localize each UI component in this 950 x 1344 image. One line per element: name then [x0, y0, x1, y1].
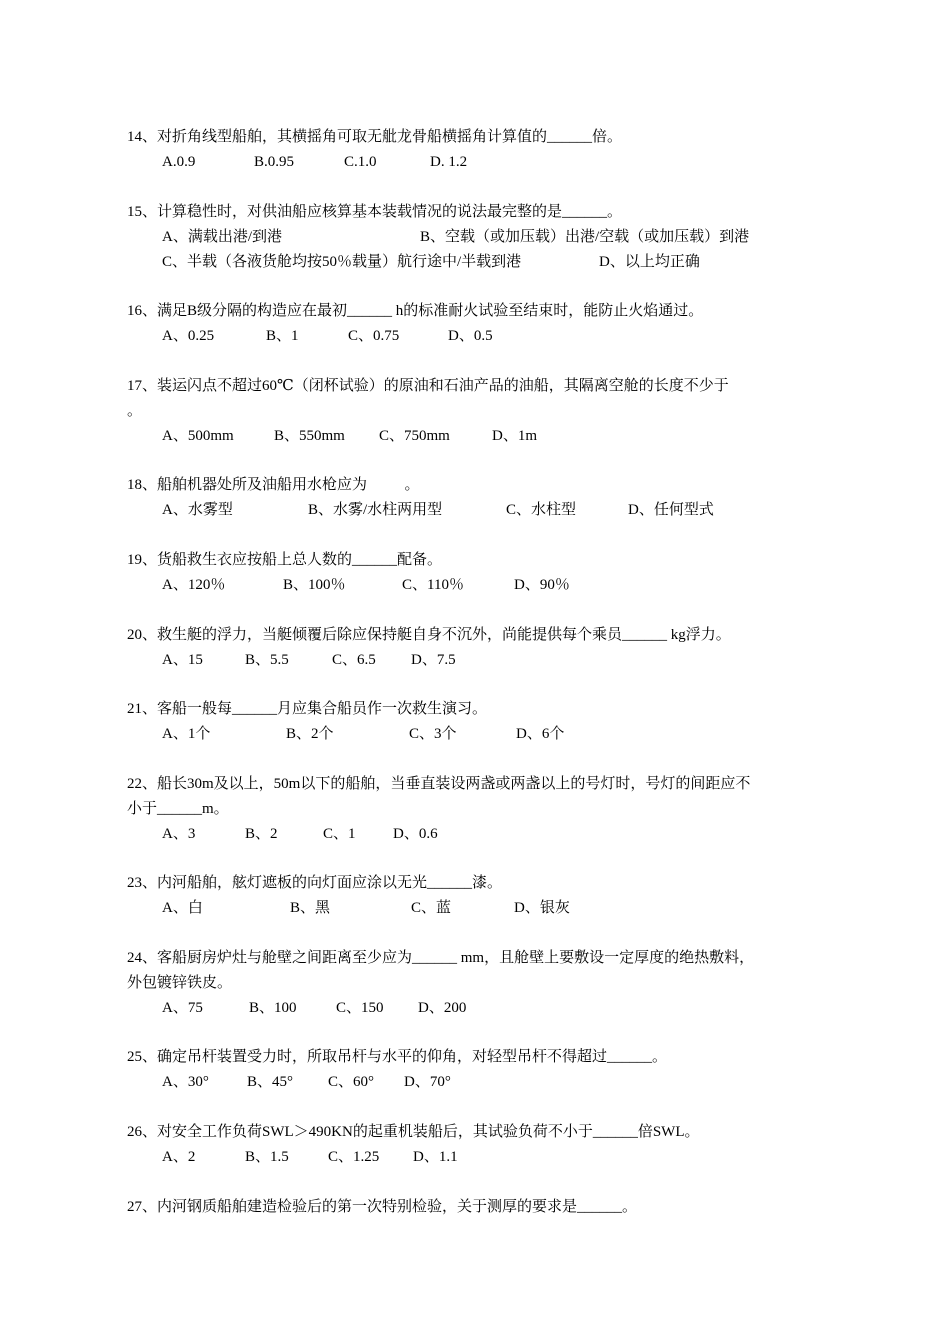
option-a: A、120％	[162, 577, 226, 593]
option-c: C、150	[336, 1000, 384, 1016]
options-row	[162, 324, 843, 349]
question-19	[127, 548, 843, 598]
option-a: A、500mm	[162, 428, 234, 444]
option-a: A、白	[162, 900, 203, 916]
option-d: D、0.6	[393, 826, 438, 842]
option-b: B、45°	[247, 1074, 294, 1090]
options-row	[162, 250, 843, 275]
question-24	[127, 946, 843, 1021]
question-text: 19、货船救生衣应按船上总人数的______配备。	[127, 552, 443, 568]
option-a: A、3	[162, 826, 196, 842]
option-c: C、750mm	[379, 428, 450, 444]
option-c: C、0.75	[348, 328, 400, 344]
option-b: B、550mm	[274, 428, 345, 444]
option-c: C、1.25	[328, 1149, 380, 1165]
option-b: B、5.5	[245, 652, 289, 668]
option-d: D、6个	[516, 726, 565, 742]
question-text: 17、装运闪点不超过60℃（闭杯试验）的原油和石油产品的油船，其隔离空舱的长度不少于 。	[127, 378, 729, 419]
option-b: B、100	[249, 1000, 297, 1016]
option-a: A、2	[162, 1149, 196, 1165]
question-text: 25、确定吊杆装置受力时，所取吊杆与水平的仰角，对轻型吊杆不得超过______。	[127, 1049, 668, 1065]
question-17	[127, 374, 843, 449]
option-d: D、1m	[492, 428, 538, 444]
question-text: 22、船长30m及以上，50m以下的船舶，当垂直装设两盏或两盏以上的号灯时，号灯的间距应不 小于______m。	[127, 776, 751, 817]
question-text: 18、船舶机器处所及油船用水枪应为 。	[127, 477, 420, 493]
option-d: D、200	[418, 1000, 467, 1016]
option-b: B、空载（或加压载）出港/空载（或加压载）到港	[420, 229, 750, 245]
question-27	[127, 1195, 843, 1220]
option-a: A、30°	[162, 1074, 209, 1090]
option-d: D、70°	[404, 1074, 451, 1090]
options-row	[162, 424, 843, 449]
option-c: C、半载（各液货舱均按50％载量）航行途中/半载到港	[162, 254, 522, 270]
question-text: 15、计算稳性时，对供油船应核算基本装载情况的说法最完整的是______。	[127, 204, 623, 220]
option-d: D、0.5	[448, 328, 493, 344]
options-row	[162, 996, 843, 1021]
option-d: D、银灰	[514, 900, 570, 916]
question-23	[127, 871, 843, 921]
option-b: B.0.95	[254, 154, 295, 170]
options-row	[162, 1070, 843, 1095]
option-a: A、满载出港/到港	[162, 229, 283, 245]
question-22	[127, 772, 843, 847]
option-d: D、1.1	[413, 1149, 458, 1165]
question-14	[127, 125, 843, 175]
options-row	[162, 225, 843, 250]
option-a: A.0.9	[162, 154, 196, 170]
option-c: C、3个	[409, 726, 457, 742]
option-d: D、任何型式	[628, 502, 714, 518]
question-text: 23、内河船舶，舷灯遮板的向灯面应涂以无光______漆。	[127, 875, 503, 891]
question-text: 14、对折角线型船舶，其横摇角可取无舭龙骨船横摇角计算值的______倍。	[127, 129, 623, 145]
option-c: C、水柱型	[506, 502, 577, 518]
question-20	[127, 623, 843, 673]
option-d: D、以上均正确	[599, 254, 700, 270]
question-16	[127, 299, 843, 349]
question-21	[127, 697, 843, 747]
option-c: C、110％	[402, 577, 464, 593]
option-d: D、7.5	[411, 652, 456, 668]
question-text: 16、满足B级分隔的构造应在最初______ h的标准耐火试验至结束时，能防止火焰通过。	[127, 303, 704, 319]
option-c: C、6.5	[332, 652, 376, 668]
option-c: C、1	[323, 826, 356, 842]
option-c: C.1.0	[344, 154, 377, 170]
question-text: 26、对安全工作负荷SWL＞490KN的起重机装船后，其试验负荷不小于______倍SWL。	[127, 1124, 700, 1140]
option-b: B、1	[266, 328, 299, 344]
option-a: A、75	[162, 1000, 203, 1016]
options-row	[162, 1145, 843, 1170]
options-row	[162, 498, 843, 523]
option-c: C、60°	[328, 1074, 375, 1090]
option-a: A、水雾型	[162, 502, 233, 518]
options-row	[162, 822, 843, 847]
options-row	[162, 896, 843, 921]
option-a: A、0.25	[162, 328, 215, 344]
question-26	[127, 1120, 843, 1170]
question-25	[127, 1045, 843, 1095]
options-row	[162, 722, 843, 747]
question-text: 21、客船一般每______月应集合船员作一次救生演习。	[127, 701, 488, 717]
question-15	[127, 200, 843, 275]
options-row	[162, 648, 843, 673]
option-b: B、1.5	[245, 1149, 289, 1165]
option-b: B、黑	[290, 900, 331, 916]
option-b: B、2	[245, 826, 278, 842]
options-row	[162, 150, 843, 175]
option-a: A、1个	[162, 726, 211, 742]
option-d: D. 1.2	[430, 154, 468, 170]
option-b: B、水雾/水柱两用型	[308, 502, 443, 518]
question-text: 27、内河钢质船舶建造检验后的第一次特别检验，关于测厚的要求是______。	[127, 1199, 638, 1215]
option-b: B、2个	[286, 726, 334, 742]
question-text: 20、救生艇的浮力，当艇倾覆后除应保持艇自身不沉外，尚能提供每个乘员______ kg浮力。	[127, 627, 731, 643]
option-b: B、100％	[283, 577, 346, 593]
option-a: A、15	[162, 652, 203, 668]
option-c: C、蓝	[411, 900, 452, 916]
option-d: D、90％	[514, 577, 570, 593]
question-text: 24、客船厨房炉灶与舱壁之间距离至少应为______ mm，且舱壁上要敷设一定厚度的绝热敷料， 外包镀锌铁皮。	[127, 950, 755, 991]
options-row	[162, 573, 843, 598]
question-18	[127, 473, 843, 523]
